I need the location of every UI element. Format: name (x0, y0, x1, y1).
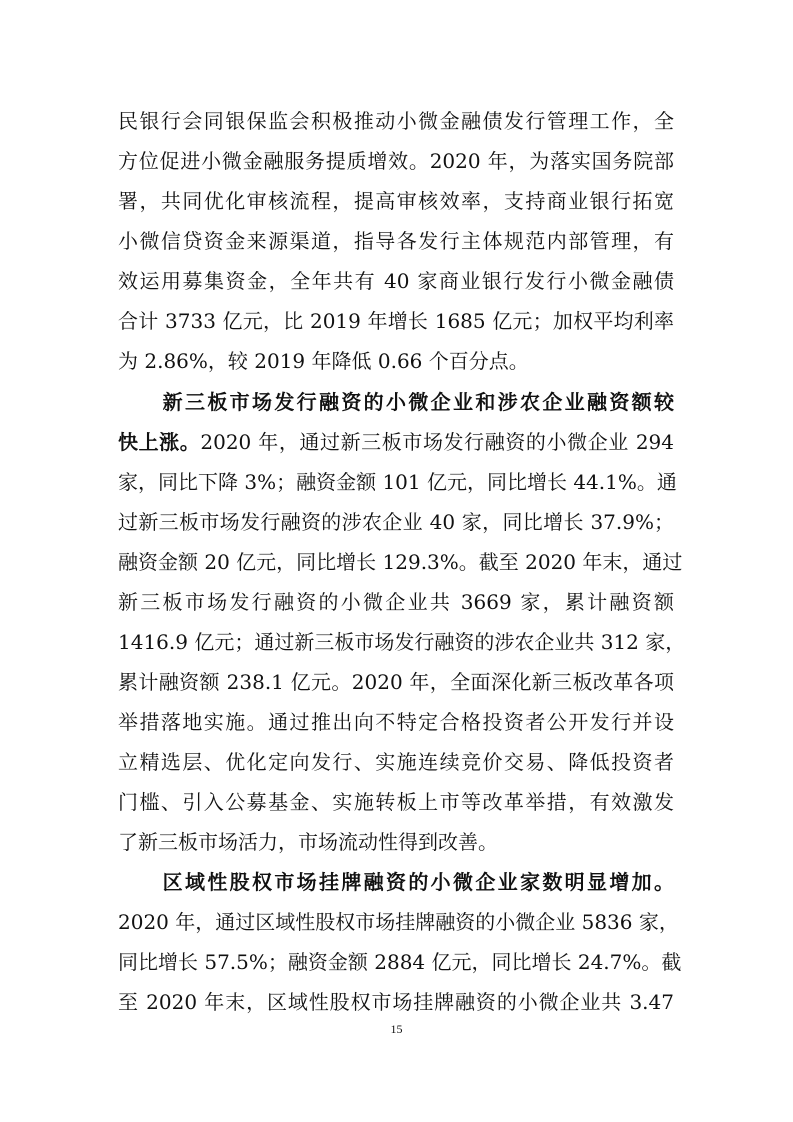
paragraph-3-line-3: 同比增长 57.5%；融资金额 2884 亿元，同比增长 24.7%。截 (118, 950, 682, 974)
section-heading-xinsanban-end: 快上涨。 (118, 430, 201, 454)
paragraph-2-line-7: 1416.9 亿元；通过新三板市场发行融资的涉农企业共 312 家， (118, 630, 686, 654)
paragraph-2-line-2-text: 2020 年，通过新三板市场发行融资的小微企业 294 (200, 430, 674, 454)
paragraph-1-line-4: 小微信贷资金来源渠道，指导各发行主体规范内部管理，有 (118, 229, 674, 253)
paragraph-2-line-12: 了新三板市场活力，市场流动性得到改善。 (118, 830, 498, 854)
paragraph-1-line-7: 为 2.86%，较 2019 年降低 0.66 个百分点。 (118, 349, 529, 373)
paragraph-2-line-6: 新三板市场发行融资的小微企业共 3669 家，累计融资额 (118, 590, 674, 614)
paragraph-3-heading-line (118, 862, 674, 902)
paragraph-1-line-3: 署，共同优化审核流程，提高审核效率，支持商业银行拓宽 (118, 189, 674, 213)
paragraph-1-line-1: 民银行会同银保监会积极推动小微金融债发行管理工作，全 (118, 109, 674, 133)
paragraph-2-line-11: 门槛、引入公募基金、实施转板上市等改革举措，有效激发 (118, 790, 674, 814)
paragraph-2-heading-line (118, 382, 674, 422)
paragraph-3-line-2: 2020 年，通过区域性股权市场挂牌融资的小微企业 5836 家， (118, 910, 679, 934)
paragraph-1-line-5: 效运用募集资金，全年共有 40 家商业银行发行小微金融债 (118, 269, 674, 293)
paragraph-1-line-6: 合计 3733 亿元，比 2019 年增长 1685 亿元；加权平均利率 (118, 309, 674, 333)
paragraph-2-line-8: 累计融资额 238.1 亿元。2020 年，全面深化新三板改革各项 (118, 670, 674, 694)
paragraph-2-line-2 (118, 422, 674, 462)
page-number: 15 (390, 1022, 403, 1036)
paragraph-3-line-4: 至 2020 年末，区域性股权市场挂牌融资的小微企业共 3.47 (118, 990, 674, 1014)
section-heading-xinsanban: 新三板市场发行融资的小微企业和涉农企业融资额较 (118, 390, 674, 414)
paragraph-2-line-10: 立精选层、优化定向发行、实施连续竞价交易、降低投资者 (118, 750, 674, 774)
section-heading-regional-equity: 区域性股权市场挂牌融资的小微企业家数明显增加。 (118, 870, 674, 894)
paragraph-2-line-4: 过新三板市场发行融资的涉农企业 40 家，同比增长 37.9%； (118, 510, 674, 534)
paragraph-2-line-9: 举措落地实施。通过推出向不特定合格投资者公开发行并设 (118, 710, 674, 734)
paragraph-2-line-3: 家，同比下降 3%；融资金额 101 亿元，同比增长 44.1%。通 (118, 470, 677, 494)
paragraph-1-line-2: 方位促进小微金融服务提质增效。2020 年，为落实国务院部 (118, 149, 674, 173)
paragraph-2-line-5: 融资金额 20 亿元，同比增长 129.3%。截至 2020 年末，通过 (118, 550, 683, 574)
